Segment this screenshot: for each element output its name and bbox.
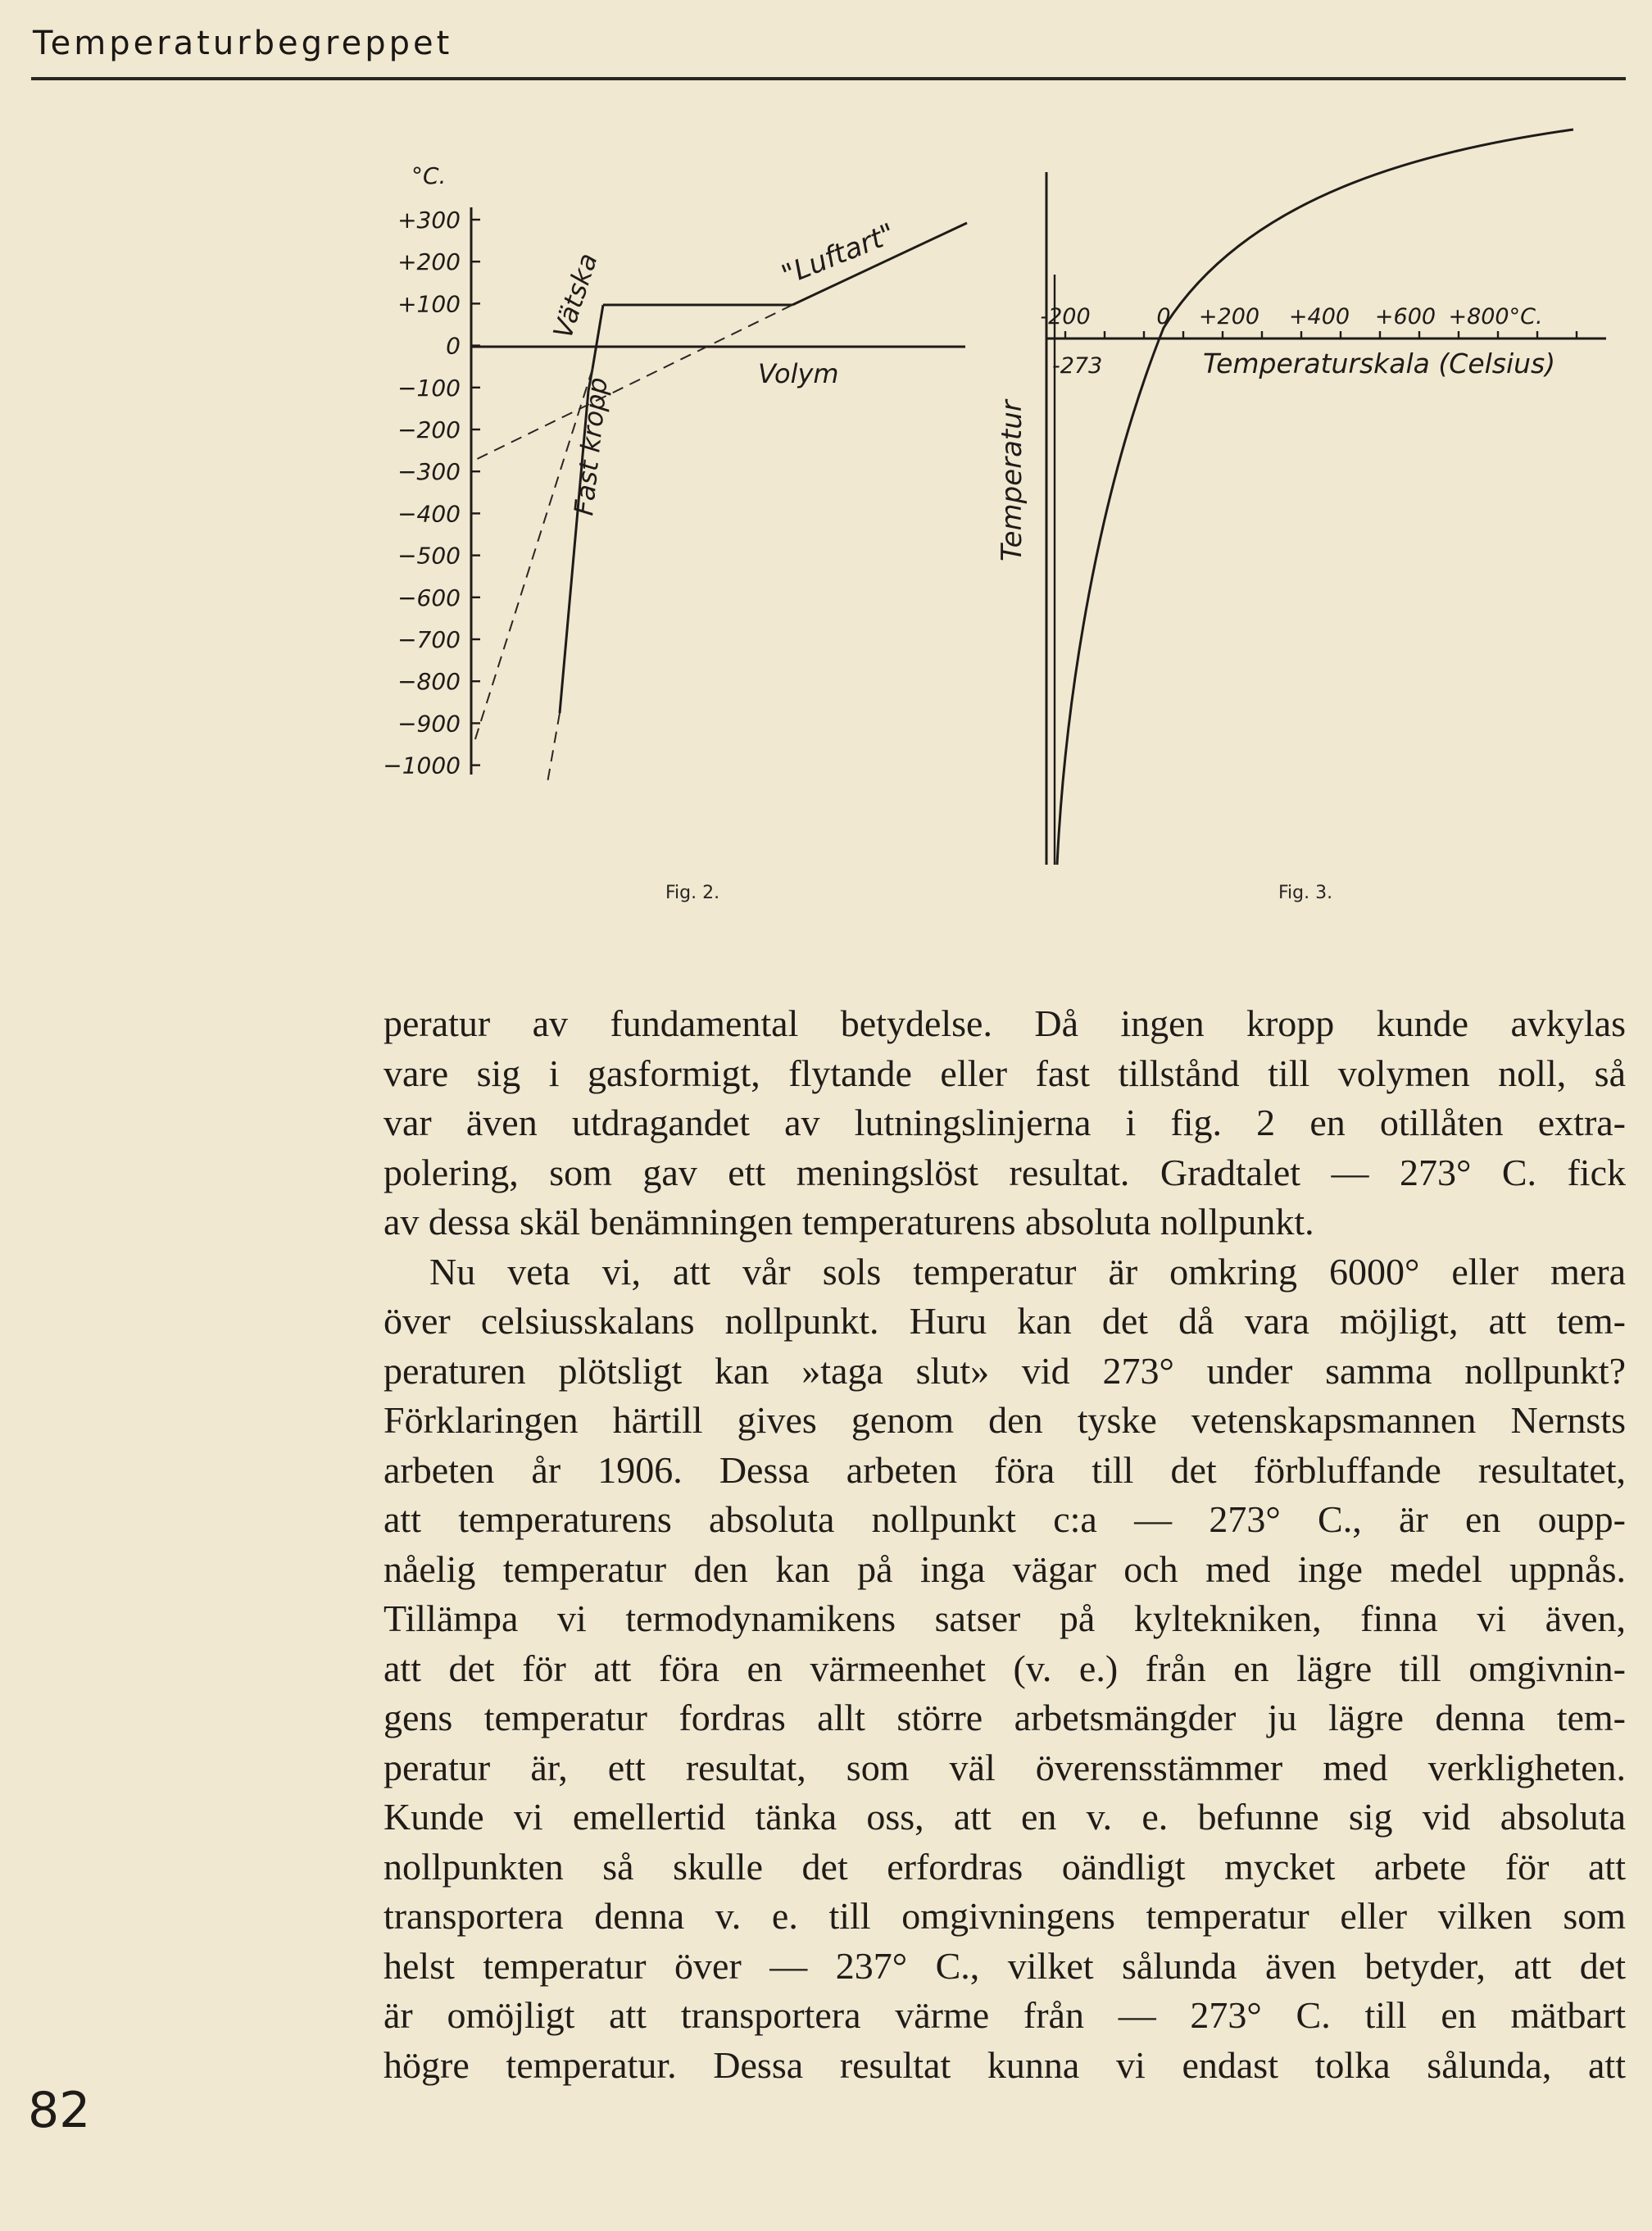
fig2-tick-label: −300: [397, 458, 461, 486]
fig3-minus-273-label: -273: [1052, 353, 1103, 379]
fig2-tick-label: −700: [397, 626, 461, 653]
fig2-tick-label: −100: [397, 374, 461, 402]
figure-2-phase-diagram: [361, 156, 983, 811]
fig2-tick-label: +200: [397, 248, 461, 276]
body-line: var även utdragandet av lutningslinjerna i fig. 2 en otillåten extra-: [384, 1102, 1626, 1143]
fig2-liquid-label: Vätska: [547, 249, 604, 343]
fig3-scale-label: Temperaturskala (Celsius): [1203, 348, 1556, 379]
fig2-tick-label: −200: [397, 416, 461, 443]
fig3-scale-tick-label: +200: [1198, 304, 1260, 329]
fig2-tick-label: −600: [397, 584, 461, 611]
fig2-tick-label: +300: [397, 207, 461, 234]
body-line: att det för att föra en värmeenhet (v. e.) från en lägre till omgivnin-: [384, 1647, 1626, 1689]
fig2-unit-label: °C.: [411, 162, 447, 189]
fig2-volume-label: Volym: [758, 358, 839, 389]
body-line: högre temperatur. Dessa resultat kunna vi endast tolka sålunda, att: [384, 2043, 1626, 2086]
body-text: [384, 999, 1626, 2090]
fig3-scale-tick-label: -200: [1040, 304, 1091, 329]
body-line: över celsiusskalans nollpunkt. Huru kan det då vara möjligt, att tem-: [384, 1300, 1626, 1342]
body-line: polering, som gav ett meningslöst resultat. Gradtalet — 273° C. fick: [384, 1151, 1626, 1193]
figure-2-caption: Fig. 2.: [665, 883, 720, 903]
fig2-tick-label: −1000: [383, 752, 461, 779]
page-number: 82: [28, 2082, 91, 2139]
fig2-solid-extrapolation: [547, 713, 560, 783]
body-line: gens temperatur fordras allt större arbetsmängder ju lägre denna tem-: [384, 1697, 1626, 1738]
running-header: Temperaturbegreppet: [33, 25, 453, 62]
fig2-gas-extrapolation: [474, 305, 792, 461]
body-line: peraturen plötsligt kan »taga slut» vid 273° under samma nollpunkt?: [384, 1349, 1626, 1392]
body-line: Förklaringen härtill gives genom den tyske vetenskapsmannen Nernsts: [384, 1399, 1626, 1441]
body-line: arbeten år 1906. Dessa arbeten föra till det förbluffande resultatet,: [384, 1448, 1626, 1491]
body-line: Kunde vi emellertid tänka oss, att en v. e. befunne sig vid absoluta: [384, 1796, 1626, 1838]
fig2-tick-label: −900: [397, 710, 461, 738]
fig3-y-axis-label: Temperatur: [996, 400, 1028, 561]
fig3-temperature-curve: [1057, 129, 1573, 865]
body-line: peratur är, ett resultat, som väl överensstämmer med verkligheten.: [384, 1746, 1626, 1788]
fig2-liquid-line: [592, 305, 603, 369]
fig3-scale-tick-label: +400: [1288, 304, 1350, 329]
fig2-solid-label: Fast kropp: [568, 375, 614, 517]
figure-3-temperature-scale: [996, 123, 1622, 861]
body-line: att temperaturens absoluta nollpunkt c:a — 273° C., är en oupp-: [384, 1498, 1626, 1540]
header-rule: [31, 77, 1626, 80]
fig3-scale-tick-label: +600: [1374, 304, 1436, 329]
figure-3-caption: Fig. 3.: [1278, 883, 1333, 903]
fig2-tick-label: −800: [397, 668, 461, 696]
body-line: Nu veta vi, att vår sols temperatur är omkring 6000° eller mera: [429, 1250, 1626, 1293]
body-line: är omöjligt att transportera värme från — 273° C. till en mätbart: [384, 1994, 1626, 2036]
fig2-tick-label: −500: [397, 542, 461, 570]
fig3-scale-tick-label: 0: [1156, 304, 1171, 329]
body-line: nollpunkten så skulle det erfordras oändligt mycket arbete för att: [384, 1845, 1626, 1888]
body-line: vare sig i gasformigt, flytande eller fast tillstånd till volymen noll, så: [384, 1052, 1626, 1094]
body-line: av dessa skäl benämningen temperaturens absoluta nollpunkt.: [384, 1201, 1314, 1243]
body-line: helst temperatur över — 237° C., vilket sålunda även betyder, att det: [384, 1944, 1626, 1987]
body-line: Tillämpa vi termodynamikens satser på kyltekniken, finna vi även,: [384, 1597, 1626, 1639]
fig2-gas-label: "Luftart": [777, 216, 901, 293]
body-line: transportera denna v. e. till omgivningens temperatur eller vilken som: [384, 1895, 1626, 1937]
fig3-scale-tick-label: +800°C.: [1448, 304, 1543, 329]
body-line: nåelig temperatur den kan på inga vägar och med inge medel uppnås.: [384, 1547, 1626, 1590]
fig2-tick-label: 0: [446, 332, 461, 360]
fig2-tick-label: +100: [397, 290, 461, 318]
body-line: peratur av fundamental betydelse. Då ingen kropp kunde avkylas: [384, 1002, 1626, 1044]
fig2-tick-label: −400: [397, 500, 461, 528]
